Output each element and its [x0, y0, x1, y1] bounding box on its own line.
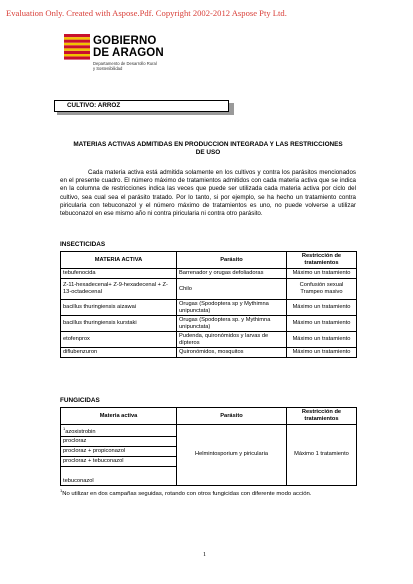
logo-line-2: DE ARAGON [93, 47, 164, 59]
header-materia-activa: MATERIA ACTIVA [61, 252, 177, 269]
cell-materia: procloraz + tebuconazol [61, 456, 177, 466]
header-materia-activa: Materia activa [61, 408, 177, 425]
cell-materia: diflubenzuron [61, 348, 177, 358]
cell-restriccion: Máximo 1 tratamiento [287, 425, 357, 486]
page-number: 1 [203, 551, 207, 558]
table-row [61, 425, 357, 437]
cell-parasito: Barrenador y orugas defoliadoras [177, 269, 287, 279]
cell-parasito: Quironómidos, mosquitos [177, 348, 287, 358]
cultivo-box: CULTIVO: ARROZ [54, 100, 229, 112]
cell-restriccion: Máximo un tratamiento [287, 269, 357, 279]
table-header-row [61, 408, 357, 425]
gobierno-aragon-logo [64, 34, 184, 80]
cell-parasito: Orugas (Spodoptera sp. y Mythimna unipunctata) [177, 316, 287, 332]
evaluation-watermark: Evaluation Only. Created with Aspose.Pdf. Copyright 2002-2012 Aspose Pty Ltd. [6, 8, 287, 18]
insecticidas-table [60, 251, 357, 358]
table-row [61, 332, 357, 348]
table-row [61, 279, 357, 300]
cell-materia: bacillus thuringiensis kurstaki [61, 316, 177, 332]
footnote-mark: 1 [60, 488, 63, 493]
cell-materia: procloraz [61, 436, 177, 446]
cell-materia: tebuconazol [61, 466, 177, 485]
logo-sub-2: y Sostenibilidad [93, 66, 123, 71]
insecticidas-heading: INSECTICIDAS [60, 241, 106, 248]
title-line-1: MATERIAS ACTIVAS ADMITIDAS EN PRODUCCION INTEGRADA Y LAS RESTRICCIONES [73, 141, 343, 148]
table-row [61, 348, 357, 358]
intro-paragraph: Cada materia activa está admitida solamente en los cultivos y contra los parásitos mencionados en el presente cuadro. El número máximo de tratamientos admitidos con cada materia activa que se indica en la columna de restricciones indica las veces que puede ser utilizada cada materia activa por ciclo del cultivo, sea cual sea el parásito tratado. Por lo tanto, si por ejemplo, se ha hecho un tratamiento contra piricularia con tebuconazol y el número máximo de tratamientos es uno, no puede volverse a utilizar tebuconazol en ese mismo año ni contra piricularia ni contra otro parásito. [60, 169, 356, 218]
cell-materia: etofenprox [61, 332, 177, 348]
fungicidas-heading: FUNGICIDAS [60, 397, 100, 404]
table-row [61, 269, 357, 279]
cell-parasito: Chilo [177, 279, 287, 300]
document-title [60, 141, 356, 158]
table-row [61, 300, 357, 316]
footnote-text: No utilizar en dos campañas seguidas, rotando con otros fungicidas con diferente modo acción. [62, 490, 312, 497]
cell-materia: Z-11-hexadecenal+ Z-9-hexadecenal + Z-13-octadecenal [61, 279, 177, 300]
cell-parasito: Orugas (Spodoptera sp y Mythimna unipunctata) [177, 300, 287, 316]
header-parasito: Parásito [177, 408, 287, 425]
azoxistrobin-label: azoxistrobin [65, 428, 96, 435]
cell-parasito: Pudenda, quironómidos y larvas de dípteros [177, 332, 287, 348]
header-restriccion: Restricción de tratamientos [287, 252, 357, 269]
table-row [61, 316, 357, 332]
table-header-row [61, 252, 357, 269]
cell-materia: bacillus thuringiensis aizawai [61, 300, 177, 316]
cell-materia: tebufenocida [61, 269, 177, 279]
cell-parasito: Helmintosporium y piricularia [177, 425, 287, 486]
header-restriccion: Restricción de tratamientos [287, 408, 357, 425]
cell-restriccion: Máximo un tratamiento [287, 316, 357, 332]
title-line-2: DE USO [195, 149, 221, 157]
fungicidas-table [60, 407, 357, 486]
cell-restriccion: Máximo un tratamiento [287, 348, 357, 358]
cell-restriccion: Máximo un tratamiento [287, 300, 357, 316]
footnote-ref: 1 [63, 426, 66, 431]
logo-line-1: GOBIERNO [93, 35, 157, 47]
footnote [60, 488, 311, 497]
header-parasito: Parásito [177, 252, 287, 269]
cell-materia [61, 425, 177, 437]
logo-sub-1: Departamento de Desarrollo Rural [93, 61, 157, 66]
cell-restriccion: Confusión sexual Trampeo masivo [287, 279, 357, 300]
cell-restriccion: Máximo un tratamiento [287, 332, 357, 348]
cell-materia: procloraz + propiconazol [61, 446, 177, 456]
aragon-shield-icon [64, 34, 90, 64]
